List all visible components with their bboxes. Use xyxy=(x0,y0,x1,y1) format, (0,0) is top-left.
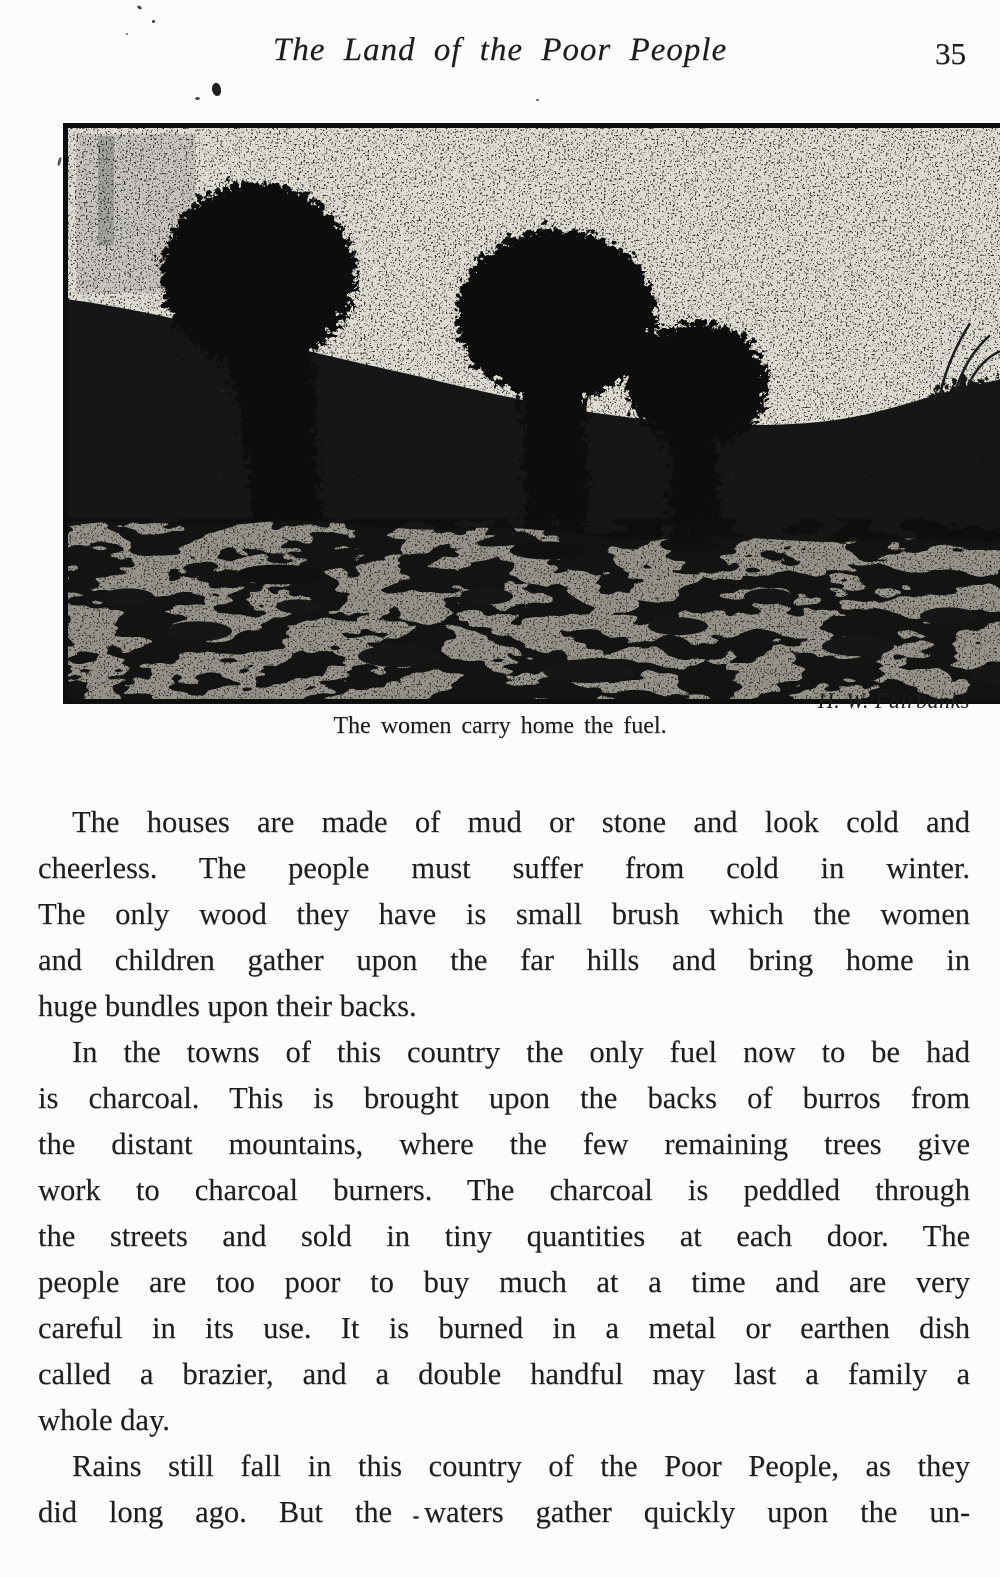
ink-speck xyxy=(57,157,62,166)
ink-speck xyxy=(152,20,155,23)
body-line: work to charcoal burners. The charcoal is peddled through xyxy=(38,1173,970,1207)
body-line: The houses are made of mud or stone and look cold and xyxy=(72,805,970,839)
ink-speck xyxy=(137,5,143,10)
paragraph-rains xyxy=(38,1443,970,1535)
ink-speck xyxy=(210,82,223,97)
body-line: did long ago. But the waters gather quickly upon the un- xyxy=(38,1495,970,1529)
body-line: called a brazier, and a double handful may last a family a xyxy=(38,1357,970,1391)
page-body xyxy=(38,799,970,1535)
body-line: the streets and sold in tiny quantities at each door. The xyxy=(38,1219,970,1253)
ink-speck xyxy=(195,97,200,100)
body-line: and children gather upon the far hills and bring home in xyxy=(38,943,970,977)
page-title: The Land of the Poor People xyxy=(272,32,728,68)
body-line: Rains still fall in this country of the Poor People, as they xyxy=(72,1449,970,1483)
body-line: The only wood they have is small brush which the women xyxy=(38,897,970,931)
photo-figure xyxy=(63,123,1000,704)
photo-credit: H. W. Fairbanks xyxy=(817,688,970,713)
body-line: is charcoal. This is brought upon the backs of burros from xyxy=(38,1081,970,1115)
body-line: careful in its use. It is burned in a metal or earthen dish xyxy=(38,1311,970,1345)
body-line: In the towns of this country the only fuel now to be had xyxy=(72,1035,970,1069)
body-line: whole day. xyxy=(38,1403,170,1437)
body-line: people are too poor to buy much at a time and are very xyxy=(38,1265,970,1299)
ink-speck xyxy=(536,99,539,101)
page-number: 35 xyxy=(935,36,966,71)
photo-foreground xyxy=(68,519,1000,699)
photo-halftone-illustration xyxy=(68,128,1000,699)
photo-caption: The women carry home the fuel. xyxy=(333,713,667,739)
body-line: cheerless. The people must suffer from cold in winter. xyxy=(38,851,970,885)
running-head xyxy=(0,30,1000,82)
paragraph-charcoal xyxy=(38,1029,970,1443)
ink-speck xyxy=(126,33,128,35)
body-line: the distant mountains, where the few remaining trees give xyxy=(38,1127,970,1161)
body-line: huge bundles upon their backs. xyxy=(38,989,417,1023)
paragraph-houses xyxy=(38,799,970,1029)
